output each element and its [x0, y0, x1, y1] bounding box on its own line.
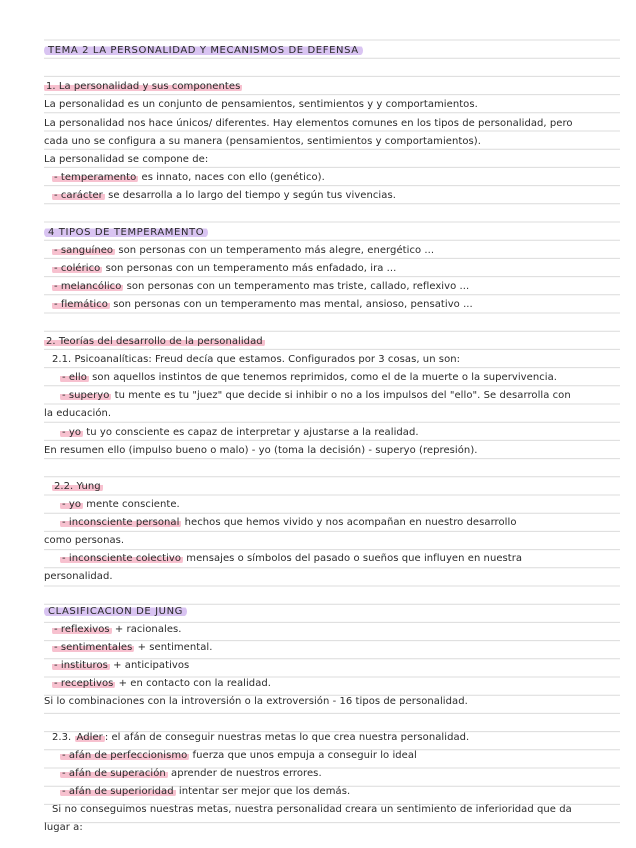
bullet-ello: - ello son aquellos instintos de que tenemos reprimidos, como el de la muerte o la supervivencia.	[62, 372, 558, 383]
section-heading-teorias: 2. Teorías del desarrollo de la personalidad	[46, 336, 263, 347]
text-line: lugar a:	[44, 822, 83, 833]
text-line: la educación.	[44, 408, 112, 419]
bullet-caracter: - carácter se desarrolla a lo largo del tiempo y según tus vivencias.	[54, 190, 396, 201]
bullet-superyo: - superyo tu mente es tu "juez" que decide si inhibir o no a los impulsos del "ello". Se desarrolla con	[62, 390, 571, 401]
bullet-flematico: - flemático son personas con un temperamento mas mental, ansioso, pensativo ...	[54, 299, 473, 310]
text-line: La personalidad se compone de:	[44, 154, 209, 165]
bullet-perfeccionismo: - afán de perfeccionismo fuerza que unos empuja a conseguir lo ideal	[62, 750, 417, 761]
bullet-instituros: - instituros + anticipativos	[54, 660, 190, 671]
bullet-inconsciente-personal: - inconsciente personal hechos que hemos vivido y nos acompañan en nuestro desarrollo	[62, 517, 517, 528]
text-line: 2.1. Psicoanalíticas: Freud decía que estamos. Configurados por 3 cosas, un son:	[52, 354, 461, 365]
page-title: TEMA 2 LA PERSONALIDAD Y MECANISMOS DE DEFENSA	[44, 45, 616, 57]
section-heading-personalidad: 1. La personalidad y sus componentes	[46, 81, 241, 92]
text-line: Si lo combinaciones con la introversión o la extroversión - 16 tipos de personalidad.	[44, 696, 468, 707]
text-line: Si no conseguimos nuestras metas, nuestra personalidad creara un sentimiento de inferioridad que da	[52, 804, 572, 815]
bullet-sanguineo: - sanguíneo son personas con un temperamento más alegre, energético ...	[54, 245, 435, 256]
bullet-superioridad: - afán de superioridad intentar ser mejor que los demás.	[62, 786, 351, 797]
section-heading-adler: 2.3. Adler : el afán de conseguir nuestras metas lo que crea nuestra personalidad.	[52, 732, 470, 743]
bullet-reflexivos: - reflexivos + racionales.	[54, 624, 182, 635]
bullet-sentimentales: - sentimentales + sentimental.	[54, 642, 213, 653]
section-heading-clasificacion-jung: CLASIFICACIÓN DE JUNG	[44, 606, 616, 618]
bullet-yo: - yo tu yo consciente es capaz de interpretar y ajustarse a la realidad.	[62, 427, 419, 438]
section-heading-yung: 2.2. Yung	[54, 481, 101, 492]
bullet-superacion: - afán de superación aprender de nuestros errores.	[62, 768, 322, 779]
bullet-temperamento: - temperamento es innato, naces con ello (genético).	[54, 172, 325, 183]
bullet-colerico: - colérico son personas con un temperamento más enfadado, ira ...	[54, 263, 397, 274]
text-line: En resumen ello (impulso bueno o malo) - yo (toma la decisión) - superyo (represión).	[44, 445, 478, 456]
bullet-receptivos: - receptivos + en contacto con la realidad.	[54, 678, 271, 689]
text-line: La personalidad es un conjunto de pensamientos, sentimientos y y comportamientos.	[44, 99, 478, 110]
text-line: como personas.	[44, 535, 125, 546]
bullet-yo-consciente: - yo mente consciente.	[62, 499, 180, 510]
bullet-melancolico: - melancólico son personas con un temperamento mas triste, callado, reflexivo ...	[54, 281, 470, 292]
text-line: La personalidad nos hace únicos/ diferentes. Hay elementos comunes en los tipos de personalidad, pero	[44, 118, 573, 129]
section-heading-temperamento: 4 TIPOS DE TEMPERAMENTO	[44, 227, 616, 239]
text-line: personalidad.	[44, 571, 113, 582]
text-line: cada uno se configura a su manera (pensamientos, sentimientos y comportamientos).	[44, 136, 481, 147]
bullet-inconsciente-colectivo: - inconsciente colectivo mensajes o símbolos del pasado o sueños que influyen en nuestra	[62, 553, 523, 564]
